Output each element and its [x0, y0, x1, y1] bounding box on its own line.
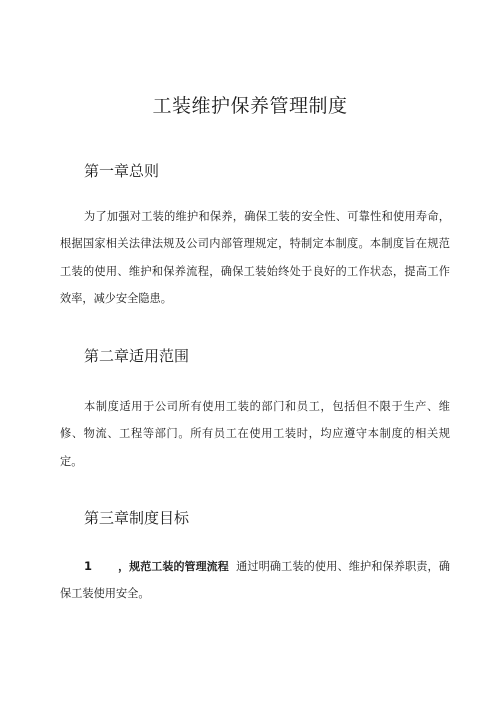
chapter-1-heading: 第一章总则 [84, 162, 160, 180]
item-number: 1 [84, 559, 93, 573]
document-title: 工装维护保养管理制度 [152, 95, 348, 117]
item-lead: ，规范工装的管理流程 [118, 560, 229, 573]
chapter-2-heading: 第二章适用范围 [84, 347, 190, 365]
chapter-2-paragraph: 本制度适用于公司所有使用工装的部门和员工，包括但不限于生产、维修、物流、工程等部门。所有员工在使用工装时，均应遵守本制度的相关规定。 [60, 400, 450, 468]
chapter-1-paragraph: 为了加强对工装的维护和保养，确保工装的安全性、可靠性和使用寿命，根据国家相关法律法规及公司内部管理规定，特制定本制度。本制度旨在规范工装的使用、维护和保养流程，确保工装始终处于良好的工作状态，提高工作效率，减少安全隐患。 [60, 210, 450, 305]
chapter-3-item-1 [60, 553, 450, 608]
chapter-3-heading: 第三章制度目标 [84, 509, 190, 527]
item-text: 通过明确工装的使用、维护和保养职责，确保工装使用安全。 [60, 560, 450, 601]
